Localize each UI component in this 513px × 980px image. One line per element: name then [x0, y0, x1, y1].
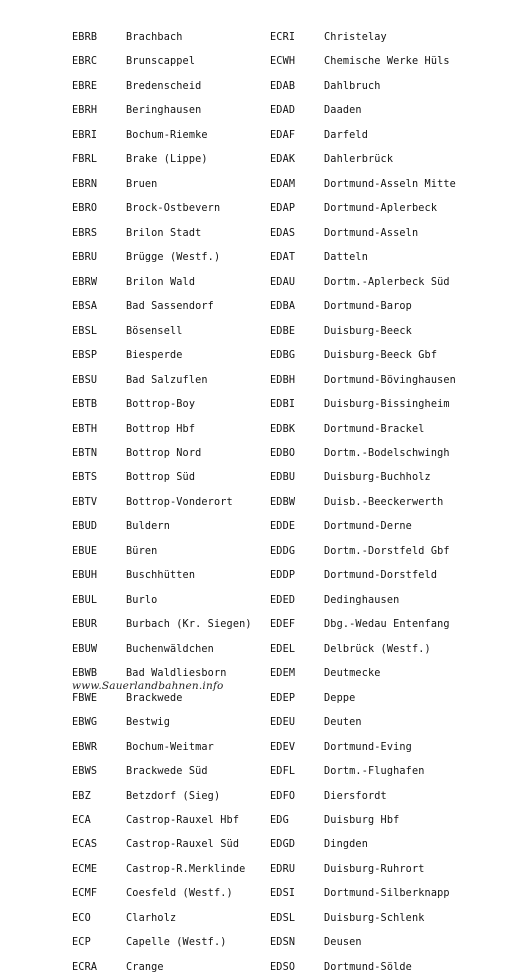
station-code: EDAM	[270, 178, 296, 190]
station-code: EDEP	[270, 692, 296, 704]
station-code: EDGD	[270, 839, 296, 851]
station-row	[72, 26, 252, 50]
station-row	[72, 124, 252, 148]
station-row	[270, 295, 456, 319]
station-code: ECRI	[270, 32, 296, 43]
station-name: Clarholz	[126, 912, 177, 924]
station-row	[270, 222, 456, 246]
station-name: Buldern	[126, 521, 170, 533]
station-code: EDBO	[270, 447, 296, 459]
right-station-column	[270, 26, 456, 980]
station-name: Castrop-Rauxel Hbf	[126, 815, 240, 826]
station-row	[72, 418, 252, 442]
station-row	[270, 148, 456, 172]
station-name: Dortmund-Sölde	[324, 961, 412, 973]
station-row	[72, 540, 252, 564]
station-code: EBWG	[72, 717, 98, 729]
station-code: EBWR	[72, 741, 98, 753]
station-name: Datteln	[324, 252, 368, 264]
station-row	[72, 491, 252, 515]
station-name: Duisburg Hbf	[324, 815, 400, 826]
station-code: ECWH	[270, 56, 296, 68]
station-code: EDBI	[270, 399, 296, 411]
station-code: EDBE	[270, 325, 296, 337]
station-name: Bredenscheid	[126, 80, 202, 92]
station-row	[72, 295, 252, 319]
station-row	[72, 613, 252, 637]
station-name: Dingden	[324, 839, 368, 851]
station-name: Brake (Lippe)	[126, 154, 208, 166]
station-code: EDEM	[270, 668, 296, 680]
station-code: ECME	[72, 863, 98, 875]
station-code: EDEV	[270, 741, 296, 753]
station-row	[72, 393, 252, 417]
station-row	[270, 833, 456, 857]
station-row	[72, 589, 252, 613]
station-name: Bad Sassendorf	[126, 301, 214, 313]
station-name: Bestwig	[126, 717, 170, 729]
station-row	[270, 466, 456, 490]
station-code: EBSU	[72, 374, 98, 386]
station-row	[72, 344, 252, 368]
station-row	[270, 26, 456, 50]
station-code: EBUD	[72, 521, 98, 533]
station-code: EBRU	[72, 252, 98, 264]
station-code: EDEU	[270, 717, 296, 729]
station-name: Burlo	[126, 594, 158, 606]
station-name: Deppe	[324, 692, 356, 704]
station-name: Biesperde	[126, 350, 183, 362]
station-row	[270, 956, 456, 980]
station-row	[72, 882, 252, 906]
station-row	[270, 124, 456, 148]
station-row	[72, 197, 252, 221]
station-name: Bruen	[126, 178, 158, 190]
station-name: Bottrop Hbf	[126, 423, 196, 435]
station-name: Christelay	[324, 32, 387, 43]
station-name: Castrop-Rauxel Süd	[126, 839, 240, 851]
station-name: Dortm.-Flughafen	[324, 766, 425, 778]
station-code: EDRU	[270, 863, 296, 875]
station-row	[270, 393, 456, 417]
station-row	[270, 760, 456, 784]
station-code: EBTS	[72, 472, 98, 484]
station-name: Duisb.-Beeckerwerth	[324, 496, 444, 508]
station-row	[72, 907, 252, 931]
station-code: EBUR	[72, 619, 98, 631]
station-name: Brunscappel	[126, 56, 196, 68]
station-name: Dortmund-Brackel	[324, 423, 425, 435]
station-code: EDSO	[270, 961, 296, 973]
station-row	[72, 736, 252, 760]
station-row	[270, 638, 456, 662]
station-row	[72, 50, 252, 74]
station-row	[72, 785, 252, 809]
station-code: EBTH	[72, 423, 98, 435]
station-name: Brackwede	[126, 692, 183, 704]
station-row	[270, 369, 456, 393]
station-name: Dortmund-Derne	[324, 521, 412, 533]
station-name: Capelle (Westf.)	[126, 937, 227, 949]
footer-url: www.Sauerlandbahnen.info	[72, 680, 224, 692]
station-row	[270, 613, 456, 637]
station-name: Bösensell	[126, 325, 183, 337]
station-row	[270, 197, 456, 221]
station-name: Dortmund-Barop	[324, 301, 412, 313]
station-name: Brackwede Süd	[126, 766, 208, 778]
station-code: EDBH	[270, 374, 296, 386]
station-row	[270, 687, 456, 711]
station-code: EDBG	[270, 350, 296, 362]
station-code: ECRA	[72, 961, 98, 973]
station-name: Dortmund-Dorstfeld	[324, 570, 438, 582]
station-row	[270, 858, 456, 882]
station-code: EDBU	[270, 472, 296, 484]
station-row	[72, 99, 252, 123]
station-row	[270, 442, 456, 466]
station-code: EBUW	[72, 643, 98, 655]
station-row	[72, 148, 252, 172]
station-code: EDBA	[270, 301, 296, 313]
station-code: ECAS	[72, 839, 98, 851]
station-row	[72, 956, 252, 980]
station-code: EBSP	[72, 350, 98, 362]
station-code: EBZ	[72, 790, 91, 802]
station-code: EDAD	[270, 105, 296, 117]
station-name: Büren	[126, 545, 158, 557]
station-code: EBRI	[72, 129, 98, 141]
station-row	[270, 907, 456, 931]
station-row	[72, 638, 252, 662]
station-row	[270, 589, 456, 613]
station-name: Bottrop Süd	[126, 472, 196, 484]
station-name: Deuten	[324, 717, 362, 729]
station-name: Dortm.-Dorstfeld Gbf	[324, 545, 450, 557]
station-name: Duisburg-Schlenk	[324, 912, 425, 924]
station-row	[72, 173, 252, 197]
station-row	[72, 515, 252, 539]
station-code: EDBW	[270, 496, 296, 508]
station-code: EDSN	[270, 937, 296, 949]
station-row	[270, 50, 456, 74]
station-row	[270, 320, 456, 344]
station-row	[72, 369, 252, 393]
station-row	[72, 564, 252, 588]
station-code: EDG	[270, 815, 289, 826]
station-name: Delbrück (Westf.)	[324, 643, 431, 655]
station-name: Brachbach	[126, 32, 183, 43]
station-name: Bottrop-Vonderort	[126, 496, 233, 508]
station-row	[270, 173, 456, 197]
station-row	[72, 442, 252, 466]
station-code: EBRB	[72, 32, 98, 43]
station-name: Duisburg-Beeck	[324, 325, 412, 337]
station-name: Coesfeld (Westf.)	[126, 888, 233, 900]
station-row	[270, 736, 456, 760]
station-code: EBUL	[72, 594, 98, 606]
station-name: Castrop-R.Merklinde	[126, 863, 246, 875]
station-code: EDAF	[270, 129, 296, 141]
station-code: EBRE	[72, 80, 98, 92]
station-code: EBUH	[72, 570, 98, 582]
station-code: EDAT	[270, 252, 296, 264]
station-row	[270, 246, 456, 270]
station-row	[270, 785, 456, 809]
station-row	[270, 540, 456, 564]
station-code: FBRL	[72, 154, 98, 166]
station-name: Dedinghausen	[324, 594, 400, 606]
station-code: EDEF	[270, 619, 296, 631]
station-row	[270, 515, 456, 539]
station-name: Beringhausen	[126, 105, 202, 117]
station-code: ECA	[72, 815, 91, 826]
station-code: EDED	[270, 594, 296, 606]
station-row	[72, 246, 252, 270]
station-code: EBRO	[72, 203, 98, 215]
station-code: EDFO	[270, 790, 296, 802]
station-name: Bottrop Nord	[126, 447, 202, 459]
station-code: EBRS	[72, 227, 98, 239]
station-name: Dortmund-Aplerbeck	[324, 203, 438, 215]
station-name: Buschhütten	[126, 570, 196, 582]
station-row	[72, 931, 252, 955]
station-name: Betzdorf (Sieg)	[126, 790, 221, 802]
station-name: Dahlbruch	[324, 80, 381, 92]
station-row	[270, 344, 456, 368]
station-code: ECMF	[72, 888, 98, 900]
station-name: Bad Salzuflen	[126, 374, 208, 386]
station-code: EDDP	[270, 570, 296, 582]
station-code: EBRW	[72, 276, 98, 288]
station-row	[270, 882, 456, 906]
station-row	[72, 222, 252, 246]
station-code: EBTB	[72, 399, 98, 411]
station-name: Dortmund-Bövinghausen	[324, 374, 456, 386]
station-code: EDAP	[270, 203, 296, 215]
station-row	[72, 711, 252, 735]
station-row	[270, 491, 456, 515]
station-name: Duisburg-Ruhrort	[324, 863, 425, 875]
station-name: Dortmund-Asseln Mitte	[324, 178, 456, 190]
station-code: EDAU	[270, 276, 296, 288]
left-station-column	[72, 26, 252, 980]
station-row	[270, 564, 456, 588]
station-code: ECP	[72, 937, 91, 949]
station-name: Dortm.-Aplerbeck Süd	[324, 276, 450, 288]
station-name: Brügge (Westf.)	[126, 252, 221, 264]
station-code: EDSL	[270, 912, 296, 924]
station-name: Brock-Ostbevern	[126, 203, 221, 215]
station-row	[72, 271, 252, 295]
station-name: Buchenwäldchen	[126, 643, 214, 655]
station-code: EBRC	[72, 56, 98, 68]
station-name: Brilon Stadt	[126, 227, 202, 239]
station-code: EBTN	[72, 447, 98, 459]
station-name: Dortmund-Asseln	[324, 227, 419, 239]
station-row	[270, 662, 456, 686]
station-name: Chemische Werke Hüls	[324, 56, 450, 68]
station-code: EDFL	[270, 766, 296, 778]
station-code: EDBK	[270, 423, 296, 435]
station-name: Bochum-Riemke	[126, 129, 208, 141]
station-row	[72, 75, 252, 99]
station-name: Daaden	[324, 105, 362, 117]
station-name: Dortm.-Bodelschwingh	[324, 447, 450, 459]
station-code: FBWE	[72, 692, 98, 704]
station-code: EBRH	[72, 105, 98, 117]
station-name: Dortmund-Eving	[324, 741, 412, 753]
station-name: Burbach (Kr. Siegen)	[126, 619, 252, 631]
station-row	[270, 931, 456, 955]
station-name: Crange	[126, 961, 164, 973]
station-name: Brilon Wald	[126, 276, 196, 288]
station-code: ECO	[72, 912, 91, 924]
station-row	[72, 466, 252, 490]
station-name: Dahlerbrück	[324, 154, 394, 166]
station-code: EDAB	[270, 80, 296, 92]
station-code: EDDG	[270, 545, 296, 557]
station-code: EDEL	[270, 643, 296, 655]
station-row	[270, 75, 456, 99]
station-name: Darfeld	[324, 129, 368, 141]
station-code: EBRN	[72, 178, 98, 190]
station-code: EDAK	[270, 154, 296, 166]
station-code: EDSI	[270, 888, 296, 900]
station-row	[72, 320, 252, 344]
station-row	[72, 833, 252, 857]
station-code: EDDE	[270, 521, 296, 533]
station-name: Deusen	[324, 937, 362, 949]
station-name: Dortmund-Silberknapp	[324, 888, 450, 900]
station-row	[270, 809, 456, 833]
station-name: Diersfordt	[324, 790, 387, 802]
station-row	[270, 271, 456, 295]
station-code: EBWS	[72, 766, 98, 778]
station-row	[72, 858, 252, 882]
station-name: Deutmecke	[324, 668, 381, 680]
station-row	[270, 711, 456, 735]
station-code: EDAS	[270, 227, 296, 239]
station-row	[270, 99, 456, 123]
station-code: EBSA	[72, 301, 98, 313]
station-name: Bottrop-Boy	[126, 399, 196, 411]
station-name: Bochum-Weitmar	[126, 741, 214, 753]
station-code: EBWB	[72, 668, 98, 680]
station-name: Dbg.-Wedau Entenfang	[324, 619, 450, 631]
station-code: EBTV	[72, 496, 98, 508]
station-name: Duisburg-Bissingheim	[324, 399, 450, 411]
station-name: Duisburg-Beeck Gbf	[324, 350, 438, 362]
station-code: EBUE	[72, 545, 98, 557]
station-row	[72, 760, 252, 784]
station-code: EBSL	[72, 325, 98, 337]
station-name: Duisburg-Buchholz	[324, 472, 431, 484]
station-name: Bad Waldliesborn	[126, 668, 227, 680]
station-row	[270, 418, 456, 442]
station-row	[72, 809, 252, 833]
